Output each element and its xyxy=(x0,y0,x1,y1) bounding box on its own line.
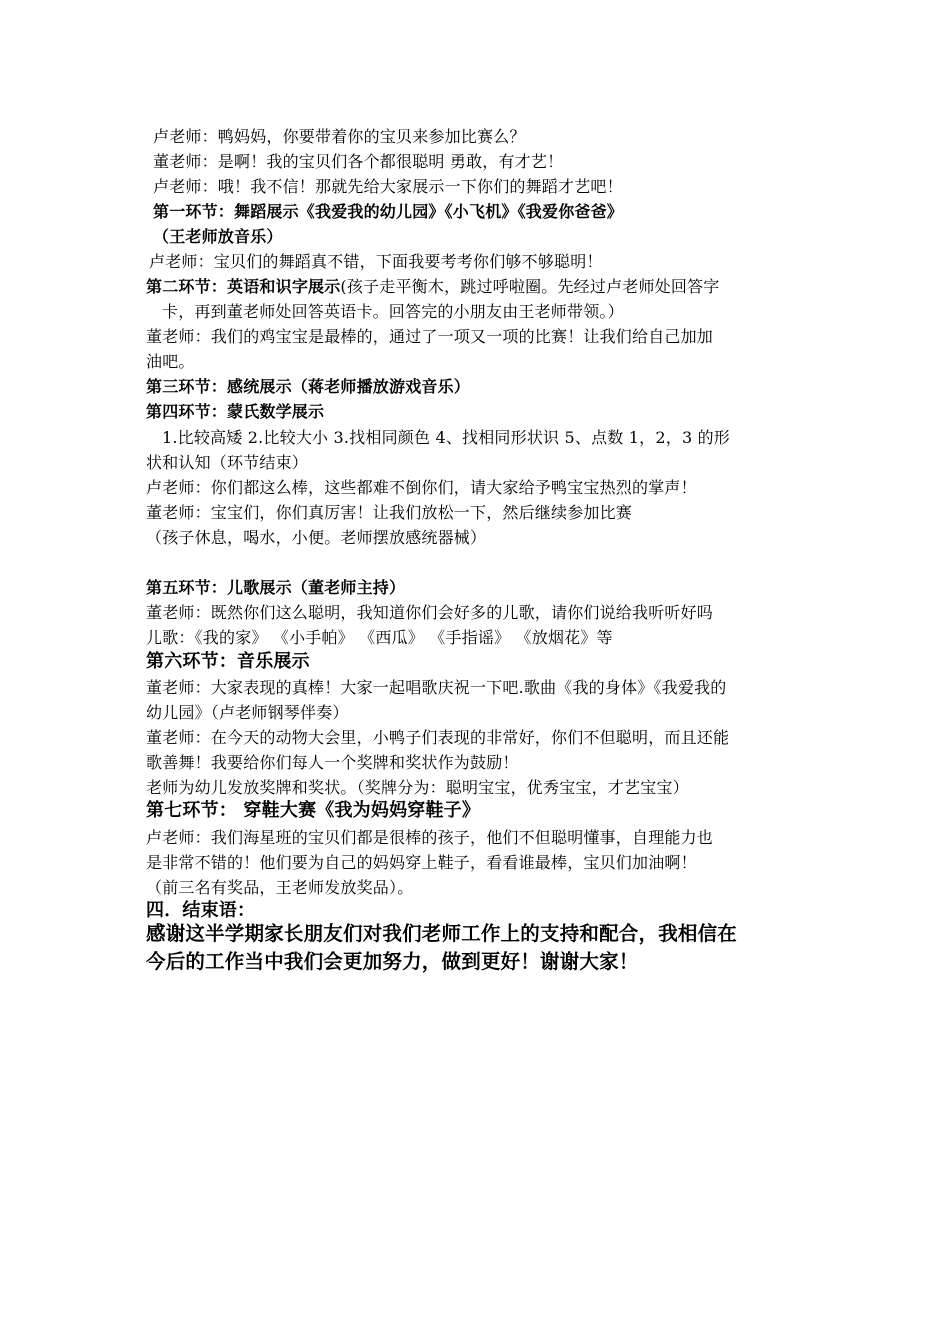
dialogue-line: 卢老师：哦！我不信！那就先给大家展示一下你们的舞蹈才艺吧！ xyxy=(153,177,623,196)
dialogue-line: 董老师：我们的鸡宝宝是最棒的，通过了一项又一项的比赛！让我们给自己加加 xyxy=(146,327,714,346)
section-2-description: (孩子走平衡木，跳过呼啦圈。先经过卢老师处回答字 xyxy=(340,277,720,296)
section-heading-1: 第一环节：舞蹈展示《我爱我的幼儿园》《小飞机》《我爱你爸爸》 xyxy=(153,202,624,221)
dialogue-line: 董老师：大家表现的真棒！大家一起唱歌庆祝一下吧.歌曲《我的身体》《我爱我的 xyxy=(146,678,727,697)
stage-note: （孩子休息，喝水，小便。老师摆放感统器械） xyxy=(146,528,487,547)
dialogue-line: 董老师：宝宝们，你们真厉害！让我们放松一下，然后继续参加比赛 xyxy=(146,503,633,522)
dialogue-line: 歌善舞！我要给你们每人一个奖牌和奖状作为鼓励！ xyxy=(146,753,519,772)
dialogue-line: 卢老师：我们海星班的宝贝们都是很棒的孩子，他们不但聪明懂事，自理能力也 xyxy=(146,828,714,847)
math-items-cont: 状和认知（环节结束） xyxy=(146,453,309,472)
section-heading-6: 第六环节：音乐展示 xyxy=(146,651,310,672)
dialogue-line: 卢老师：你们都这么棒，这些都难不倒你们，请大家给予鸭宝宝热烈的掌声！ xyxy=(146,478,697,497)
section-heading-2: 第二环节： xyxy=(146,277,228,296)
song-list: 儿歌：《我的家》 《小手帕》 《西瓜》 《手指谣》 《放烟花》等 xyxy=(146,628,613,647)
dialogue-line: 卢老师：宝贝们的舞蹈真不错，下面我要考考你们够不够聪明！ xyxy=(149,252,603,271)
dialogue-line: 是非常不错的！他们要为自己的妈妈穿上鞋子，看看谁最棒，宝贝们加油啊！ xyxy=(146,853,697,872)
section-heading-5: 第五环节：儿歌展示（董老师主持） xyxy=(146,578,406,597)
dialogue-line: 董老师：是啊！我的宝贝们各个都很聪明 勇敢，有才艺！ xyxy=(153,152,564,171)
dialogue-line: 油吧。 xyxy=(146,352,195,371)
paragraph-line: 卡，再到董老师处回答英语卡。回答完的小朋友由王老师带领。） xyxy=(162,302,624,321)
closing-heading: 四．结束语： xyxy=(146,900,256,921)
dialogue-line: 董老师：既然你们这么聪明，我知道你们会好多的儿歌，请你们说给我听听好吗 xyxy=(146,603,714,622)
award-note: 老师为幼儿发放奖牌和奖状。（奖牌分为：聪明宝宝，优秀宝宝，才艺宝宝） xyxy=(146,778,689,797)
closing-line: 感谢这半学期家长朋友们对我们老师工作上的支持和配合，我相信在 xyxy=(146,922,738,945)
section-heading-2-title: 英语和识字展示 xyxy=(227,277,341,296)
dialogue-line: 幼儿园》（卢老师钢琴伴奏） xyxy=(146,703,349,722)
section-heading-7: 第七环节： 穿鞋大赛《我为妈妈穿鞋子》 xyxy=(146,800,481,821)
section-heading-3: 第三环节：感统展示（蒋老师播放游戏音乐） xyxy=(146,377,471,396)
math-items: 1.比较高矮 2.比较大小 3.找相同颜色 4、找相同形状识 5、点数 1，2，3 的形 xyxy=(162,428,731,447)
dialogue-line: 董老师：在今天的动物大会里，小鸭子们表现的非常好，你们不但聪明，而且还能 xyxy=(146,728,730,747)
section-heading-4: 第四环节：蒙氏数学展示 xyxy=(146,402,325,421)
dialogue-line: 卢老师：鸭妈妈，你要带着你的宝贝来参加比赛么？ xyxy=(153,127,526,146)
section-heading-2-line xyxy=(146,275,816,299)
prize-note: （前三名有奖品，王老师发放奖品）。 xyxy=(146,878,414,897)
section-note: （王老师放音乐） xyxy=(153,227,283,246)
closing-line: 今后的工作当中我们会更加努力，做到更好！谢谢大家！ xyxy=(146,950,639,973)
